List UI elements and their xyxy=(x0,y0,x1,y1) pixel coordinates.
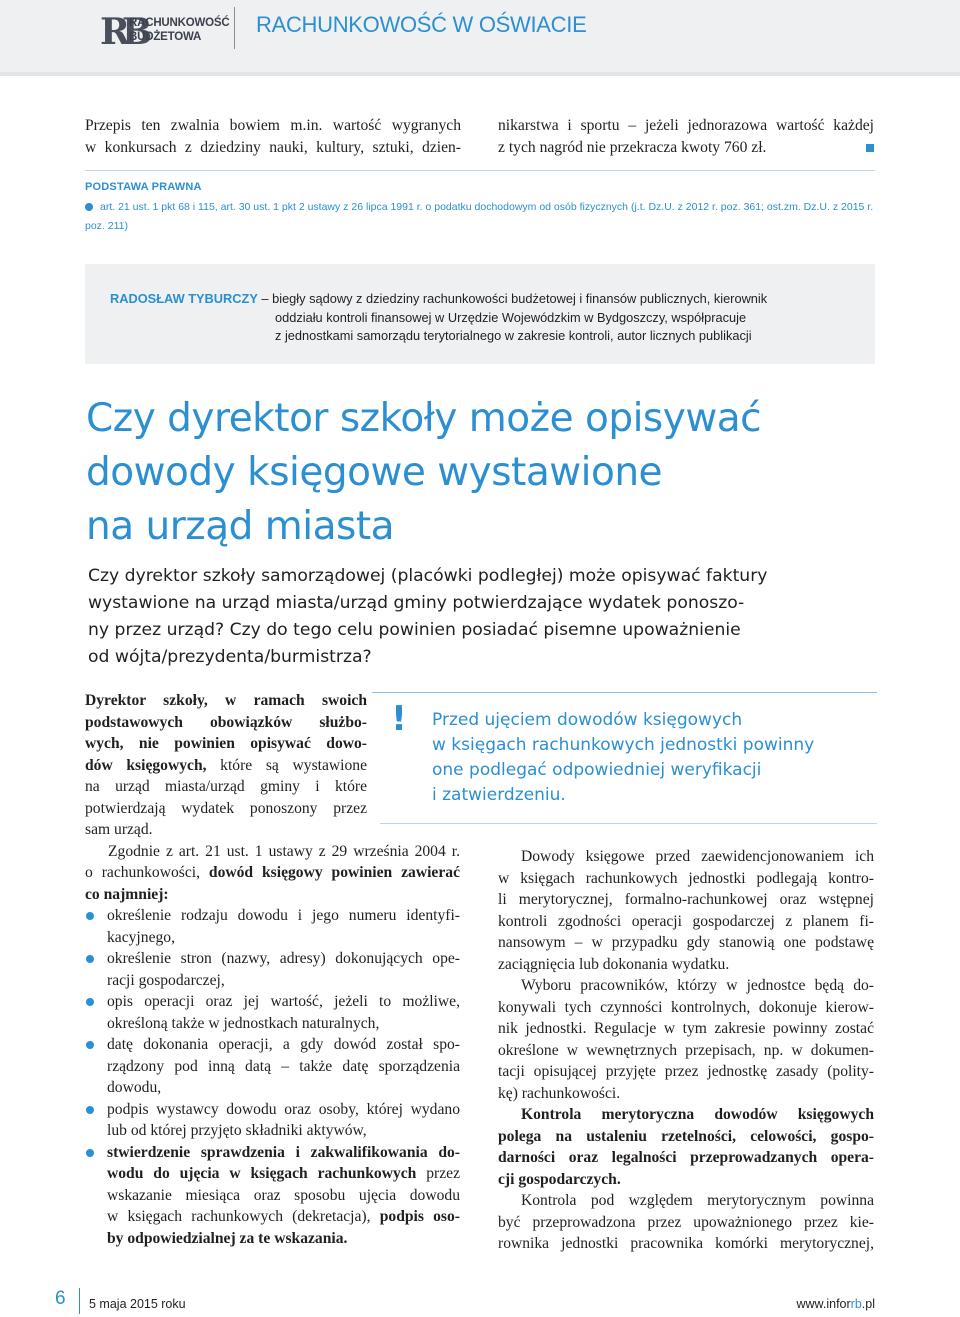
article-lead xyxy=(88,563,872,671)
text-line: Dyrektor szkoły, w ramach swoich xyxy=(85,692,367,709)
prev-article-right xyxy=(498,115,874,158)
section-title: RACHUNKOWOŚĆ W OŚWIACIE xyxy=(256,12,587,37)
divider xyxy=(85,170,875,171)
list-item xyxy=(85,991,460,1034)
text-line: nansowym – w przypadku gdy stanowią one podstawę xyxy=(498,934,874,951)
text-line: Czy dyrektor szkoły samorządowej (placówki podległej) może opisywać faktury xyxy=(88,566,768,586)
text-span: art. 21 ust. 1 pkt 68 i 115, art. 30 ust. 1 pkt 2 ustawy z 26 lipca 1991 r. o podatku dochodowym od osób fizycznych (j.t. Dz.U. z 2012 r. poz. 361; ost.zm. Dz.U. z 2015 r. xyxy=(100,201,874,213)
list-item xyxy=(85,948,460,991)
text-line: kę) rachunkowości. xyxy=(498,1084,621,1102)
text-line: li merytorycznej, formalno-rachunkowej oraz wstępnej xyxy=(498,891,874,908)
author-info xyxy=(110,290,850,346)
list-item xyxy=(85,1034,460,1099)
text-line: Przepis ten zwalnia bowiem m.in. wartość wygranych xyxy=(85,117,461,134)
text-line: nik jednostki. Regulacje w tym zakresie powinny zostać xyxy=(498,1020,874,1037)
legal-basis-text xyxy=(85,198,875,236)
header-separator xyxy=(234,7,235,49)
text-line: darności oraz legalności przeprowadzanych opera- xyxy=(498,1149,874,1166)
text-line: Przed ujęciem dowodów księgowych xyxy=(432,710,743,730)
text-span: z tych nagród nie przekracza kwoty 760 zł. xyxy=(498,138,767,156)
headline-line: dowody księgowe wystawione xyxy=(86,450,663,495)
author-name: RADOSŁAW TYBURCZY xyxy=(110,291,258,306)
text-line: nikarstwa i sportu – jeżeli jednorazowa wartość każdej xyxy=(498,117,874,134)
text-line: określenie stron (nazwy, adresy) dokonujących ope- xyxy=(107,950,460,967)
logo xyxy=(100,11,230,54)
bullet-dot-icon xyxy=(85,203,93,211)
text-line: by odpowiedzialnej za te wskazania. xyxy=(107,1229,348,1247)
text-line: opis operacji oraz jej wartość, jeżeli to możliwe, xyxy=(107,993,460,1010)
text-span: w księgach rachunkowych (dekretacja), xyxy=(107,1208,380,1225)
text-line: polega na ustaleniu rzetelności, celowości, gospo- xyxy=(498,1127,874,1145)
text-span: rb xyxy=(850,1297,862,1311)
text-span: dów księgowych, xyxy=(85,756,207,774)
text-line: oddziału kontroli finansowej w Urzędzie Wojewódzkim w Bydgoszczy, współpracuje xyxy=(275,309,747,325)
text-line: datę dokonania operacji, a gdy dowód został spo- xyxy=(107,1036,460,1053)
text-line: rządzony pod inną datą – także datę sporządzenia xyxy=(107,1057,460,1075)
text-line: kontroli zgodności operacji gospodarczej z planem fi- xyxy=(498,912,874,930)
text-line: tacji opisującej przyjęte przez jednostkę zasady (polity- xyxy=(498,1063,874,1080)
text-line: określone w wewnętrznych przepisach, np. w dokumen- xyxy=(498,1041,874,1059)
text-line: ny przez urząd? Czy do tego celu powinien posiadać pisemne upoważnienie xyxy=(88,620,741,640)
text-line: w księgach rachunkowych jednostki powinny xyxy=(432,735,815,755)
text-line: wskazanie miesiąca oraz sposobu ujęcia dowodu xyxy=(107,1186,460,1204)
paragraph xyxy=(498,975,874,1104)
logo-line2: BUDŻETOWA xyxy=(129,31,202,43)
text-span: www.infor xyxy=(796,1297,851,1311)
text-line xyxy=(85,862,460,884)
list-item xyxy=(85,1142,460,1250)
text-line: Kontrola merytoryczna dowodów księgowych xyxy=(521,1106,874,1123)
text-line: wystawione na urząd miasta/urząd gminy potwierdzające wydatek ponoszo- xyxy=(88,593,745,613)
article-headline xyxy=(86,392,761,554)
text-line: w konkursach z dziedziny nauki, kultury, sztuki, dzien- xyxy=(85,138,461,156)
text-line: podpis wystawcy dowodu oraz osoby, której wydano xyxy=(107,1100,460,1118)
text-line: poz. 211) xyxy=(85,220,128,232)
text-span: które są wystawione xyxy=(206,756,367,774)
text-line: racji gospodarczej, xyxy=(107,971,225,989)
end-square-icon xyxy=(866,144,874,152)
website-link[interactable] xyxy=(796,1297,875,1311)
requirements-list xyxy=(85,905,460,1249)
text-span: .pl xyxy=(861,1297,875,1311)
text-line: dowodu, xyxy=(107,1079,162,1096)
text-line: Kontrola pod względem merytorycznym powinna xyxy=(521,1192,874,1209)
text-line: i zatwierdzeniu. xyxy=(432,785,566,805)
footer-separator xyxy=(79,1288,80,1314)
logo-mark: RB xyxy=(100,11,145,53)
text-line: co najmniej: xyxy=(85,885,169,903)
text-line: potwierdzają wydatek ponoszony przez xyxy=(85,799,367,817)
headline-line: Czy dyrektor szkoły może opisywać xyxy=(86,396,762,441)
body-column-left xyxy=(85,690,460,1249)
text-line: lub od której przyjęto składniki aktywów, xyxy=(107,1122,367,1139)
text-line xyxy=(107,1163,460,1185)
text-line: od wójta/prezydenta/burmistrza? xyxy=(88,647,372,667)
text-line: one podlegać odpowiedniej weryfikacji xyxy=(432,760,762,780)
list-item xyxy=(85,1099,460,1142)
text-line: konywali tych czynności kontrolnych, dokonuje kierow- xyxy=(498,998,874,1016)
list-item xyxy=(85,905,460,948)
legal-basis-title: PODSTAWA PRAWNA xyxy=(85,181,202,193)
paragraph xyxy=(498,1104,874,1190)
callout-text xyxy=(432,708,872,808)
text-line: na urząd miasta/urząd gminy i które xyxy=(85,778,367,795)
text-line: rownika jednostki pracownika komórki merytorycznej, xyxy=(498,1235,874,1252)
text-span: dowód księgowy powinien zawierać xyxy=(208,864,460,881)
text-line: z jednostkami samorządu terytorialnego w zakresie kontroli, autor licznych publikacji xyxy=(275,328,752,343)
text-line: stwierdzenie sprawdzenia i zakwalifikowania do- xyxy=(107,1143,460,1161)
exclamation-icon: ! xyxy=(391,699,407,739)
text-line xyxy=(85,755,367,777)
text-span: przez xyxy=(416,1165,460,1182)
paragraph xyxy=(498,1190,874,1255)
text-line: kacyjnego, xyxy=(107,928,175,946)
paragraph xyxy=(85,841,460,906)
prev-article-left xyxy=(85,115,461,158)
headline-line: na urząd miasta xyxy=(86,504,395,549)
text-line: w księgach rachunkowych jednostki podlegają kontro- xyxy=(498,869,874,887)
header-shadow xyxy=(0,72,960,76)
text-line: Zgodnie z art. 21 ust. 1 ustawy z 29 września 2004 r. xyxy=(108,842,460,860)
logo-text xyxy=(129,16,229,44)
text-line: sam urząd. xyxy=(85,821,153,838)
paragraph xyxy=(85,690,367,841)
text-line: wych, nie powinien opisywać dowo- xyxy=(85,735,367,752)
issue-date: 5 maja 2015 roku xyxy=(89,1297,186,1311)
text-line xyxy=(498,137,874,159)
text-line xyxy=(85,198,875,217)
text-line: Dowody księgowe przed zaewidencjonowaniem ich xyxy=(521,848,874,865)
text-span: o rachunkowości, xyxy=(85,864,209,881)
text-line xyxy=(110,290,850,309)
text-line: Wyboru pracowników, którzy w jednostce będą do- xyxy=(521,977,874,994)
logo-line1: RACHUNKOWOŚĆ xyxy=(129,17,230,29)
text-line: podstawowych obowiązków służbo- xyxy=(85,713,367,731)
text-line: określoną także w jednostkach naturalnych, xyxy=(107,1014,380,1032)
text-line: być przeprowadzona przez upoważnionego przez kie- xyxy=(498,1213,874,1231)
page-number: 6 xyxy=(55,1288,66,1309)
text-span: podpis oso- xyxy=(379,1208,460,1225)
text-span: wodu do ujęcia w księgach rachunkowych xyxy=(107,1165,417,1182)
text-line: zaciągnięcia lub dokonania wydatku. xyxy=(498,955,730,973)
text-span: – biegły sądowy z dziedziny rachunkowości budżetowej i finansów publicznych, kierownik xyxy=(257,291,768,306)
text-line: określenie rodzaju dowodu i jego numeru identyfi- xyxy=(107,907,460,924)
text-line: cji gospodarczych. xyxy=(498,1170,621,1188)
text-line xyxy=(107,1206,460,1228)
paragraph xyxy=(498,846,874,975)
body-column-right xyxy=(498,846,874,1255)
